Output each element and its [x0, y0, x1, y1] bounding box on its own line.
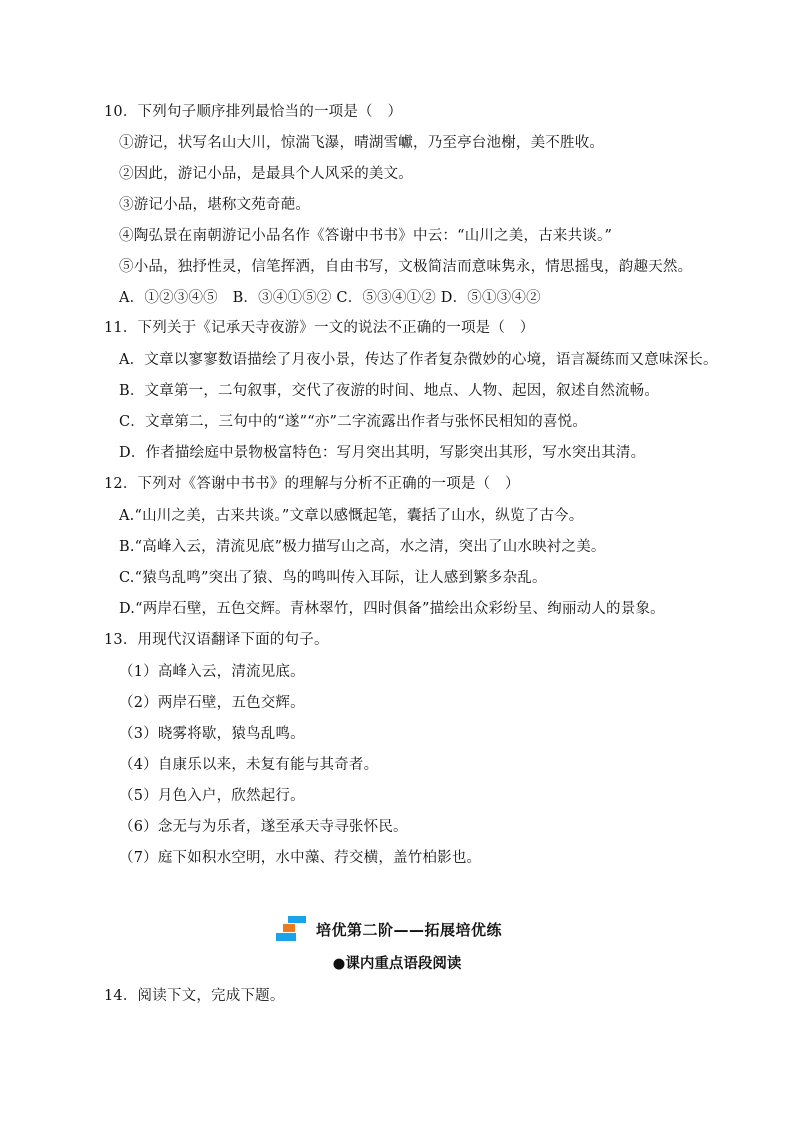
question-10-item: ③游记小品，堪称文苑奇葩。 — [119, 197, 311, 213]
question-10-item: ②因此，游记小品，是最具个人风采的美文。 — [119, 166, 413, 182]
question-13-item: （3）晓雾将歇，猿鸟乱鸣。 — [119, 726, 305, 742]
question-12-option: C.“猿鸟乱鸣”突出了猿、鸟的鸣叫传入耳际，让人感到繁多杂乱。 — [119, 570, 547, 586]
question-12-stem: 12．下列对《答谢中书书》的理解与分析不正确的一项是（ ） — [104, 476, 520, 492]
question-10-options: A．①②③④⑤ B．③④①⑤② C．⑤③④①② D．⑤①③④② — [119, 290, 541, 306]
stacked-bars-icon — [276, 916, 308, 942]
question-10-item: ①游记，状写名山大川，惊湍飞瀑，晴湖雪巘，乃至亭台池榭，美不胜收。 — [119, 135, 605, 151]
section-title: 培优第二阶——拓展培优练 — [316, 920, 503, 939]
question-13-item: （2）两岸石壁，五色交辉。 — [119, 695, 305, 711]
question-13-stem: 13．用现代汉语翻译下面的句子。 — [104, 632, 329, 648]
question-13-item: （5）月色入户，欣然起行。 — [119, 788, 305, 804]
question-14-stem: 14．阅读下文，完成下题。 — [104, 988, 285, 1004]
question-11-option: A．文章以寥寥数语描绘了月夜小景，传达了作者复杂微妙的心境，语言凝练而又意味深长。 — [119, 352, 718, 368]
question-13-item: （6）念无与为乐者，遂至承天寺寻张怀民。 — [119, 819, 408, 835]
section-subtitle: ●课内重点语段阅读 — [332, 956, 462, 972]
question-10-item: ④陶弘景在南朝游记小品名作《答谢中书书》中云：“山川之美，古来共谈。” — [119, 228, 613, 244]
question-11-option: C．文章第二，三句中的“遂”“亦”二字流露出作者与张怀民相知的喜悦。 — [119, 414, 588, 430]
section-banner — [276, 916, 502, 942]
question-13-item: （7）庭下如积水空明，水中藻、荇交横，盖竹柏影也。 — [119, 850, 482, 866]
question-10-item: ⑤小品，独抒性灵，信笔挥洒，自由书写，文极简洁而意味隽永，情思摇曳，韵趣天然。 — [119, 259, 693, 275]
question-11-option: B．文章第一，二句叙事，交代了夜游的时间、地点、人物、起因，叙述自然流畅。 — [119, 383, 660, 399]
question-11-stem: 11．下列关于《记承天寺夜游》一文的说法不正确的一项是（ ） — [104, 320, 535, 336]
question-12-option: A.“山川之美，古来共谈。”文章以感慨起笔，囊括了山水，纵览了古今。 — [119, 508, 584, 524]
question-12-option: B.“高峰入云，清流见底”极力描写山之高，水之清，突出了山水映衬之美。 — [119, 539, 606, 555]
question-13-item: （4）自康乐以来，未复有能与其奇者。 — [119, 757, 379, 773]
question-12-option: D.“两岸石壁，五色交辉。青林翠竹，四时俱备”描绘出众彩纷呈、绚丽动人的景象。 — [119, 601, 665, 617]
question-13-item: （1）高峰入云，清流见底。 — [119, 664, 305, 680]
question-11-option: D．作者描绘庭中景物极富特色：写月突出其明，写影突出其形，写水突出其清。 — [119, 445, 646, 461]
question-10-stem: 10．下列句子顺序排列最恰当的一项是（ ） — [104, 104, 403, 120]
